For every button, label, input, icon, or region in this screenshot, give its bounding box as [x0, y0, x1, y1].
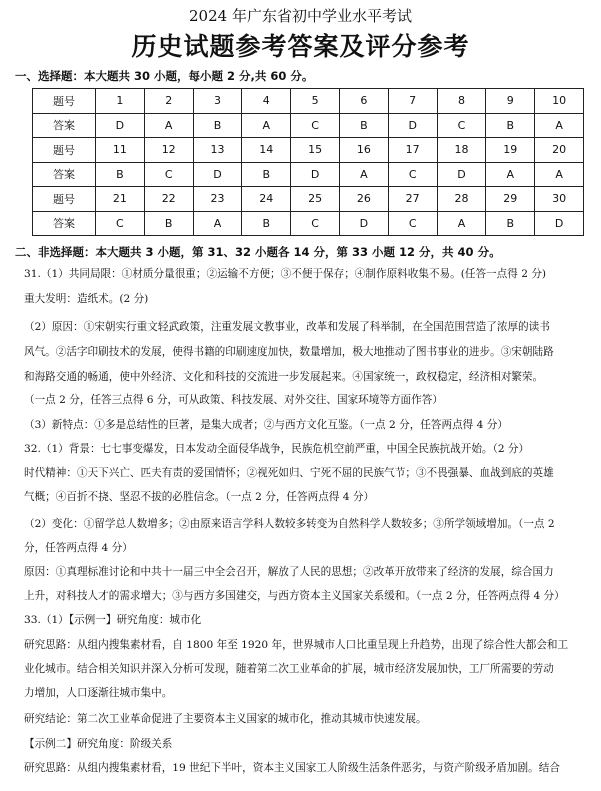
question-number-cell: 5: [291, 89, 340, 114]
answer-cell: D: [291, 162, 340, 187]
answer-line: 【示例二】研究角度：阶级关系: [24, 738, 173, 750]
answer-line: （一点 2 分，任答三点得 6 分，可从政策、科技发展、对外交往、国家环境等方面作答）: [24, 394, 443, 406]
answer-cell: C: [144, 162, 193, 187]
answer-cell: B: [96, 162, 145, 187]
answer-line: （2）原因：①宋朝实行重文轻武政策，注重发展文教事业，改革和发展了科举制，在全国范围营造了浓厚的读书: [24, 321, 550, 333]
answer-line: 研究思路：从组内搜集素材看，19 世纪下半叶，资本主义国家工人阶级生活条件恶劣，与资产阶级矛盾加剧。结合: [24, 762, 560, 774]
answer-line: 研究结论：第二次工业革命促进了主要资本主义国家的城市化，推动其城市快速发展。: [24, 713, 427, 725]
question-number-cell: 11: [96, 138, 145, 163]
question-number-row: [33, 138, 584, 163]
question-number-row: [33, 89, 584, 114]
answer-table: [32, 88, 584, 236]
answer-cell: D: [339, 211, 388, 236]
question-number-cell: 6: [339, 89, 388, 114]
answer-cell: A: [535, 113, 584, 138]
answer-cell: A: [535, 162, 584, 187]
section1-heading: 一、选择题：本大题共 30 小题，每小题 2 分,共 60 分。: [15, 69, 314, 83]
answer-cell: C: [437, 113, 486, 138]
answer-cell: D: [437, 162, 486, 187]
row-label-answer: 答案: [33, 113, 96, 138]
answer-line: 力增加，人口逐渐往城市集中。: [24, 687, 173, 699]
answer-line: 上升，对科技人才的需求增大；③与西方多国建交，与西方资本主义国家关系缓和。（一点 2 分，任答两点得 4 分）: [24, 590, 565, 602]
question-number-cell: 8: [437, 89, 486, 114]
answer-cell: B: [193, 113, 242, 138]
answer-cell: A: [144, 113, 193, 138]
question-number-cell: 29: [486, 187, 535, 212]
question-number-cell: 17: [388, 138, 437, 163]
question-number-cell: 23: [193, 187, 242, 212]
answer-line: 研究思路：从组内搜集素材看，自 1800 年至 1920 年，世界城市人口比重呈现上升趋势，出现了综合性大都会和工: [24, 639, 569, 651]
answer-cell: C: [291, 211, 340, 236]
answer-cell: B: [339, 113, 388, 138]
question-number-cell: 25: [291, 187, 340, 212]
answer-line: 风气。②活字印刷技术的发展，使得书籍的印刷速度加快，数量增加，极大地推动了图书事业的进步。③宋朝陆路: [24, 346, 554, 358]
row-label-question: 题号: [33, 89, 96, 114]
answer-cell: B: [144, 211, 193, 236]
answer-cell: C: [291, 113, 340, 138]
question-number-cell: 27: [388, 187, 437, 212]
answer-line: 31.（1）共同局限：①材质分量很重；②运输不方便；③不便于保存；④制作原料收集不易。(任答一点得 2 分): [24, 268, 547, 280]
answer-row: [33, 211, 584, 236]
answer-cell: C: [96, 211, 145, 236]
answer-cell: B: [486, 211, 535, 236]
question-number-cell: 30: [535, 187, 584, 212]
exam-title: 2024 年广东省初中学业水平考试: [189, 7, 412, 25]
answer-cell: A: [437, 211, 486, 236]
answer-cell: A: [339, 162, 388, 187]
question-number-cell: 22: [144, 187, 193, 212]
answer-line: 气概；④百折不挠、坚忍不拔的必胜信念。（一点 2 分，任答两点得 4 分）: [24, 491, 375, 503]
answer-cell: D: [96, 113, 145, 138]
question-number-cell: 14: [242, 138, 291, 163]
question-number-row: [33, 187, 584, 212]
answer-cell: D: [193, 162, 242, 187]
question-number-cell: 9: [486, 89, 535, 114]
question-number-cell: 18: [437, 138, 486, 163]
answer-cell: C: [388, 211, 437, 236]
answer-cell: D: [535, 211, 584, 236]
answer-line: 重大发明：造纸术。(2 分): [24, 293, 149, 305]
question-number-cell: 16: [339, 138, 388, 163]
answer-line: 原因：①真理标准讨论和中共十一届三中全会召开，解放了人民的思想；②改革开放带来了经济的发展，综合国力: [24, 566, 554, 578]
section2-heading: 二、非选择题：本大题共 3 小题，第 31、32 小题各 14 分，第 33 小题 12 分，共 40 分。: [15, 245, 501, 259]
question-number-cell: 10: [535, 89, 584, 114]
answer-line: 32.（1）背景：七七事变爆发，日本发动全面侵华战争，民族危机空前严重，中国全民族抗战开始。（2 分）: [24, 443, 530, 455]
answer-cell: B: [242, 211, 291, 236]
row-label-answer: 答案: [33, 211, 96, 236]
answer-line: （3）新特点：①多是总结性的巨著，是集大成者；②与西方文化互鉴。（一点 2 分，任答两点得 4 分）: [24, 419, 508, 431]
answer-row: [33, 113, 584, 138]
answer-cell: B: [242, 162, 291, 187]
question-number-cell: 20: [535, 138, 584, 163]
answer-cell: A: [486, 162, 535, 187]
answer-line: 33.（1）【示例一】研究角度：城市化: [24, 614, 202, 626]
row-label-question: 题号: [33, 138, 96, 163]
question-number-cell: 28: [437, 187, 486, 212]
question-number-cell: 15: [291, 138, 340, 163]
answer-line: 分，任答两点得 4 分）: [24, 542, 133, 554]
question-number-cell: 7: [388, 89, 437, 114]
answer-line: 和海路交通的畅通，使中外经济、文化和科技的交流进一步发展起来。④国家统一，政权稳定，经济相对繁荣。: [24, 371, 544, 383]
question-number-cell: 3: [193, 89, 242, 114]
question-number-cell: 1: [96, 89, 145, 114]
answer-cell: A: [242, 113, 291, 138]
document-title: 历史试题参考答案及评分参考: [131, 32, 470, 61]
answer-cell: C: [388, 162, 437, 187]
answer-line: 业化城市。结合相关知识并深入分析可发现，随着第二次工业革命的扩展，城市经济发展加快，工厂所需要的劳动: [24, 663, 554, 675]
question-number-cell: 24: [242, 187, 291, 212]
question-number-cell: 13: [193, 138, 242, 163]
answer-cell: D: [388, 113, 437, 138]
answer-cell: B: [486, 113, 535, 138]
question-number-cell: 2: [144, 89, 193, 114]
answer-row: [33, 162, 584, 187]
question-number-cell: 21: [96, 187, 145, 212]
row-label-question: 题号: [33, 187, 96, 212]
question-number-cell: 19: [486, 138, 535, 163]
question-number-cell: 26: [339, 187, 388, 212]
row-label-answer: 答案: [33, 162, 96, 187]
question-number-cell: 4: [242, 89, 291, 114]
question-number-cell: 12: [144, 138, 193, 163]
answer-line: 时代精神：①天下兴亡、匹夫有责的爱国情怀；②视死如归、宁死不屈的民族气节；③不畏强暴、血战到底的英雄: [24, 467, 554, 479]
answer-line: （2）变化：①留学总人数增多；②由原来语言学科人数较多转变为自然科学人数较多；③所学领域增加。（一点 2: [24, 518, 555, 530]
answer-cell: A: [193, 211, 242, 236]
